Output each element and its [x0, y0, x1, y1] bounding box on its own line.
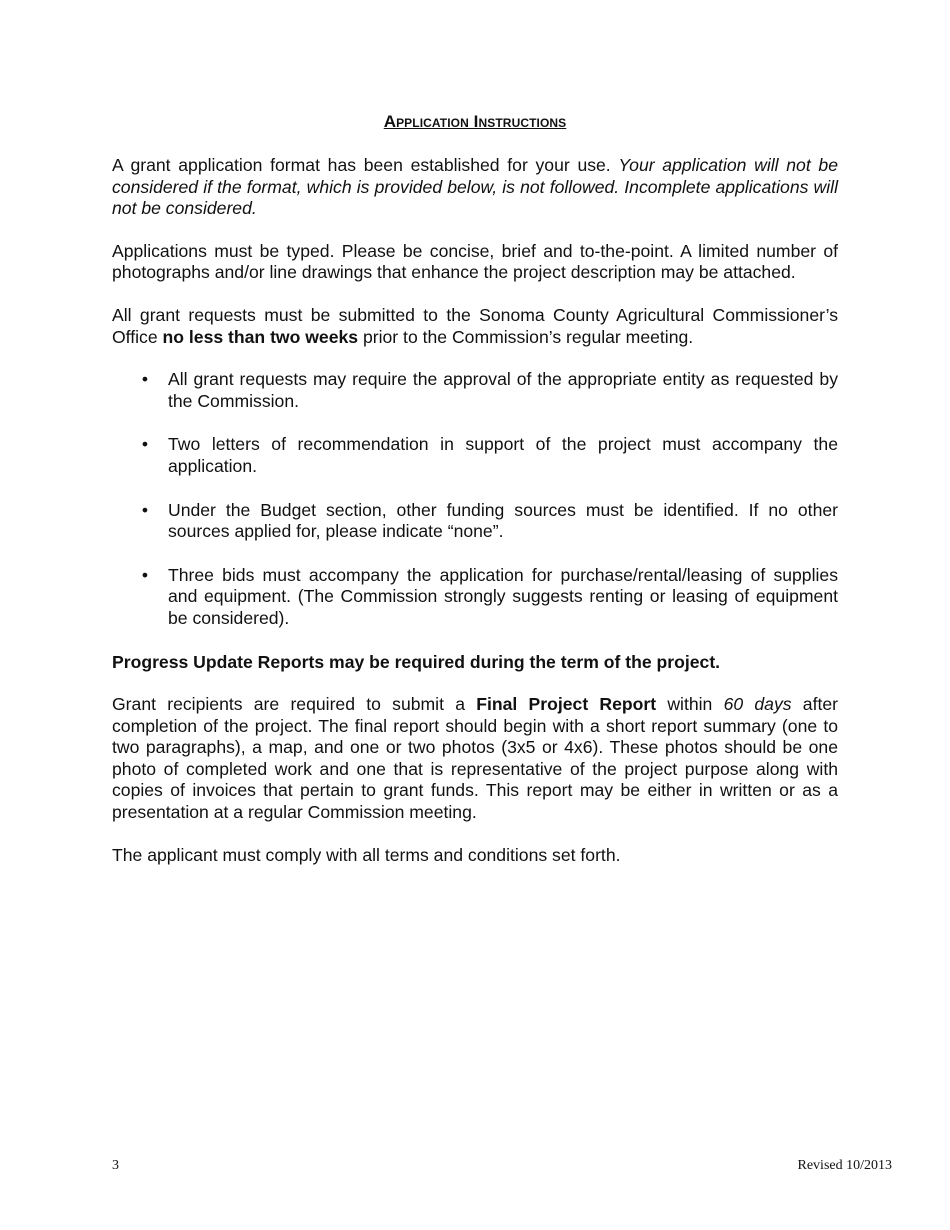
- bullet-icon: •: [141, 434, 149, 455]
- progress-heading-text: Progress Update Reports may be required during the term of the project.: [112, 651, 721, 672]
- final-report-label: Final Project Report: [476, 694, 657, 715]
- submission-text-after: prior to the Commission’s regular meeting.: [358, 326, 694, 347]
- list-item: [112, 434, 838, 477]
- bullet-icon: •: [141, 369, 149, 390]
- page-number: 3: [112, 1158, 119, 1173]
- format-warning-text: Your application will not be considered if the format, which is provided below, is not followed. Incomplete applications will not be considered.: [112, 155, 838, 219]
- final-report-deadline: 60 days: [723, 694, 792, 715]
- submission-deadline-text: no less than two weeks: [162, 326, 359, 347]
- final-report-text-2: within: [656, 694, 724, 715]
- bullet-icon: •: [141, 564, 149, 585]
- revision-date: Revised 10/2013: [797, 1158, 892, 1173]
- list-item-text: Three bids must accompany the application for purchase/rental/leasing of supplies and equipment. (The Commission strongly suggests renting or leasing of equipment be considered).: [168, 564, 838, 628]
- final-report-paragraph: [112, 694, 838, 824]
- list-item-text: Under the Budget section, other funding sources must be identified. If no other sources applied for, please indicate “none”.: [168, 499, 838, 542]
- final-report-text-3: after completion of the project. The final report should begin with a short report summary (one to two paragraphs), a map, and one or two photos (3x5 or 4x6). These photos should be one photo of completed work and one that is representative of the project purpose along with copies of invoices that pertain to grant funds. This report may be either in written or as a presentation at a regular Commission meeting.: [112, 694, 839, 823]
- submission-paragraph: [112, 305, 838, 348]
- list-item: [112, 369, 838, 412]
- bullet-icon: •: [141, 499, 149, 520]
- page-title: Application Instructions: [383, 112, 567, 131]
- compliance-paragraph: The applicant must comply with all terms and conditions set forth.: [112, 844, 621, 865]
- list-item: [112, 565, 838, 630]
- requirements-list: [112, 369, 838, 629]
- list-item: [112, 500, 838, 543]
- list-item-text: Two letters of recommendation in support of the project must accompany the application.: [168, 434, 838, 476]
- submission-text-before: All grant requests must be submitted to the Sonoma County Agricultural Commissioner’s Office: [112, 304, 838, 347]
- final-report-text-1: Grant recipients are required to submit a: [112, 694, 477, 715]
- list-item-text: All grant requests may require the approval of the appropriate entity as requested by the Commission.: [168, 369, 838, 411]
- document-body: [112, 111, 838, 887]
- progress-heading: [112, 652, 838, 674]
- format-intro-text: A grant application format has been established for your use.: [112, 155, 619, 175]
- format-paragraph: [112, 155, 838, 220]
- typed-paragraph: Applications must be typed. Please be concise, brief and to-the-point. A limited number of photographs and/or line drawings that enhance the project description may be attached.: [112, 240, 838, 283]
